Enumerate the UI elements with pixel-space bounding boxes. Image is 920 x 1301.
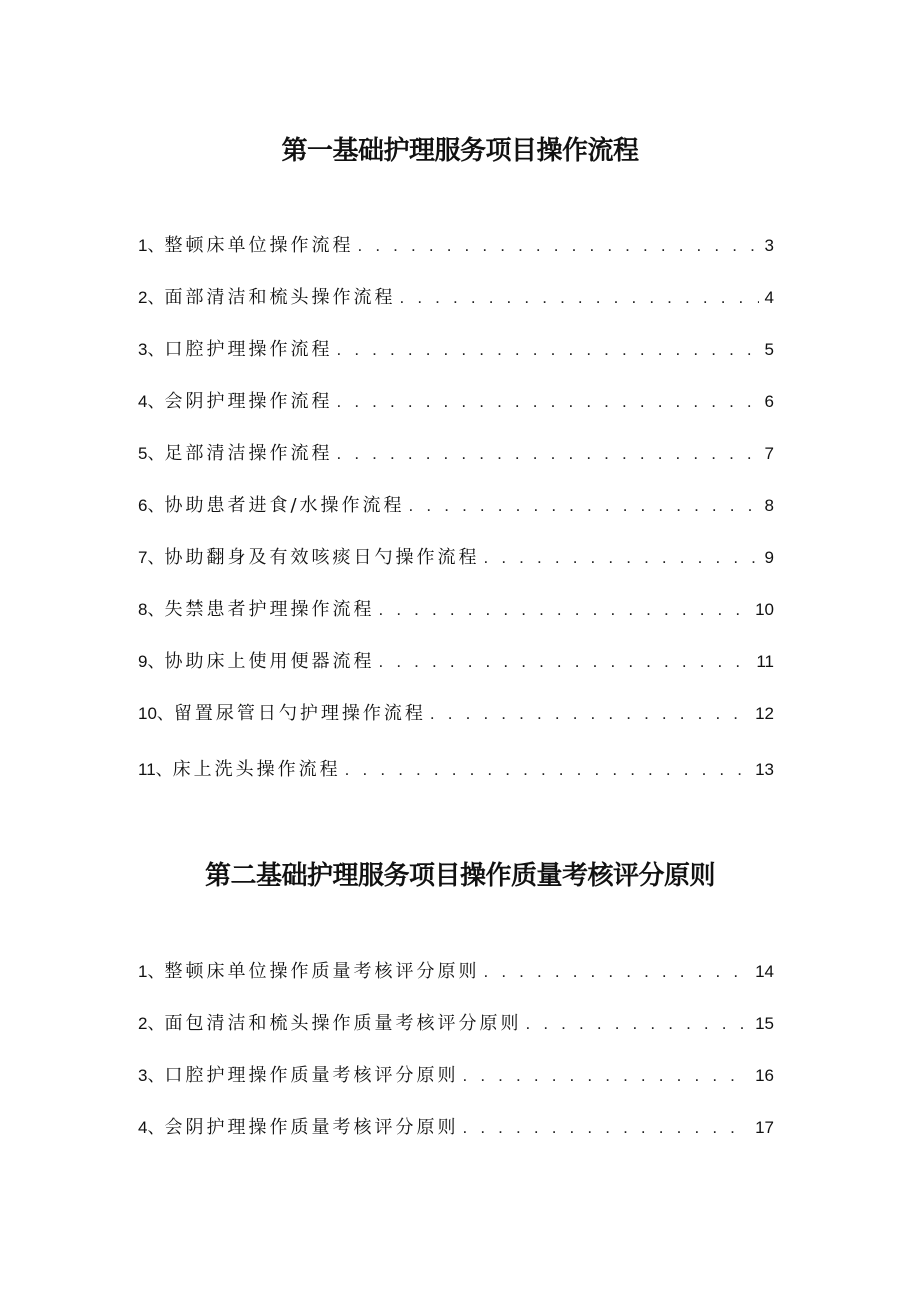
dot-leader <box>430 702 749 726</box>
toc-entry-label: 留置尿管日勺护理操作流程 <box>173 703 426 724</box>
toc-entry-number: 7、 <box>138 548 165 567</box>
toc-entry-label: 失禁患者护理操作流程 <box>164 599 375 620</box>
toc-entry-label: 协助翻身及有效咳痰日勺操作流程 <box>164 547 480 568</box>
toc-entry[interactable] <box>138 546 774 598</box>
toc-entry[interactable] <box>138 702 774 754</box>
toc-entry[interactable] <box>138 494 774 546</box>
dot-leader <box>345 758 749 782</box>
toc-entry-label: 整顿床单位操作流程 <box>164 235 354 256</box>
dot-leader <box>378 650 750 674</box>
toc-entry-label: 协助床上使用便器流程 <box>164 651 375 672</box>
toc-entry-label: 床上洗头操作流程 <box>172 759 341 780</box>
toc-entry-label: 口腔护理操作质量考核评分原则 <box>164 1065 459 1086</box>
toc-entry[interactable] <box>138 286 774 338</box>
toc-entry-number: 3、 <box>138 1066 165 1085</box>
table-of-contents-section-2 <box>138 960 774 1168</box>
toc-entry-label: 口腔护理操作流程 <box>164 339 333 360</box>
toc-entry[interactable] <box>138 960 774 1012</box>
toc-entry-number: 1、 <box>138 236 165 255</box>
toc-entry-number: 8、 <box>138 600 165 619</box>
dot-leader <box>357 234 758 258</box>
toc-entry-page: 12 <box>755 704 774 723</box>
toc-entry-number: 5、 <box>138 444 165 463</box>
toc-entry-label: 足部清洁操作流程 <box>164 443 333 464</box>
dot-leader <box>378 598 749 622</box>
toc-entry[interactable] <box>138 650 774 702</box>
toc-entry-page: 11 <box>756 652 774 671</box>
toc-entry-page: 16 <box>755 1066 774 1085</box>
toc-entry-page: 10 <box>755 600 774 619</box>
toc-entry[interactable] <box>138 234 774 286</box>
dot-leader <box>409 494 759 518</box>
dot-leader <box>336 338 758 362</box>
table-of-contents-section-1 <box>138 234 774 816</box>
section-1-title: 第一基础护理服务项目操作流程 <box>281 136 639 166</box>
dot-leader <box>399 286 758 310</box>
toc-entry-label: 协助患者进食/水操作流程 <box>164 495 405 516</box>
toc-entry-page: 8 <box>764 496 774 515</box>
toc-entry-number: 2、 <box>138 288 165 307</box>
toc-entry[interactable] <box>138 1116 774 1168</box>
toc-entry[interactable] <box>138 390 774 442</box>
toc-entry-page: 5 <box>764 340 774 359</box>
toc-entry-label: 整顿床单位操作质量考核评分原则 <box>164 961 480 982</box>
toc-entry[interactable] <box>138 1012 774 1064</box>
toc-entry-page: 7 <box>764 444 774 463</box>
toc-entry-label: 会阴护理操作质量考核评分原则 <box>164 1117 459 1138</box>
toc-entry[interactable] <box>138 442 774 494</box>
dot-leader <box>462 1064 749 1088</box>
toc-entry-label: 面包清洁和梳头操作质量考核评分原则 <box>164 1013 522 1034</box>
toc-entry-number: 2、 <box>138 1014 165 1033</box>
toc-entry-number: 4、 <box>138 1118 165 1137</box>
toc-entry[interactable] <box>138 598 774 650</box>
section-2-title: 第二基础护理服务项目操作质量考核评分原则 <box>204 861 715 891</box>
toc-entry[interactable] <box>138 1064 774 1116</box>
toc-entry-page: 17 <box>755 1118 774 1137</box>
toc-entry-page: 3 <box>764 236 774 255</box>
toc-entry-number: 3、 <box>138 340 165 359</box>
dot-leader <box>336 442 758 466</box>
toc-entry-page: 9 <box>764 548 774 567</box>
dot-leader <box>525 1012 749 1036</box>
toc-entry-number: 11、 <box>138 760 173 779</box>
toc-entry-label: 会阴护理操作流程 <box>164 391 333 412</box>
dot-leader <box>483 960 749 984</box>
toc-entry-number: 4、 <box>138 392 165 411</box>
dot-leader <box>462 1116 749 1140</box>
toc-entry-page: 15 <box>755 1014 774 1033</box>
toc-entry-page: 13 <box>755 760 774 779</box>
toc-entry-label: 面部清洁和梳头操作流程 <box>164 287 396 308</box>
dot-leader <box>336 390 758 414</box>
toc-entry-number: 10、 <box>138 704 174 723</box>
toc-entry-number: 1、 <box>138 962 165 981</box>
toc-entry-page: 14 <box>755 962 774 981</box>
toc-entry-page: 4 <box>764 288 774 307</box>
toc-entry-page: 6 <box>764 392 774 411</box>
toc-entry-number: 6、 <box>138 496 165 515</box>
toc-entry[interactable] <box>138 754 774 816</box>
toc-entry[interactable] <box>138 338 774 390</box>
dot-leader <box>483 546 758 570</box>
toc-entry-number: 9、 <box>138 652 165 671</box>
